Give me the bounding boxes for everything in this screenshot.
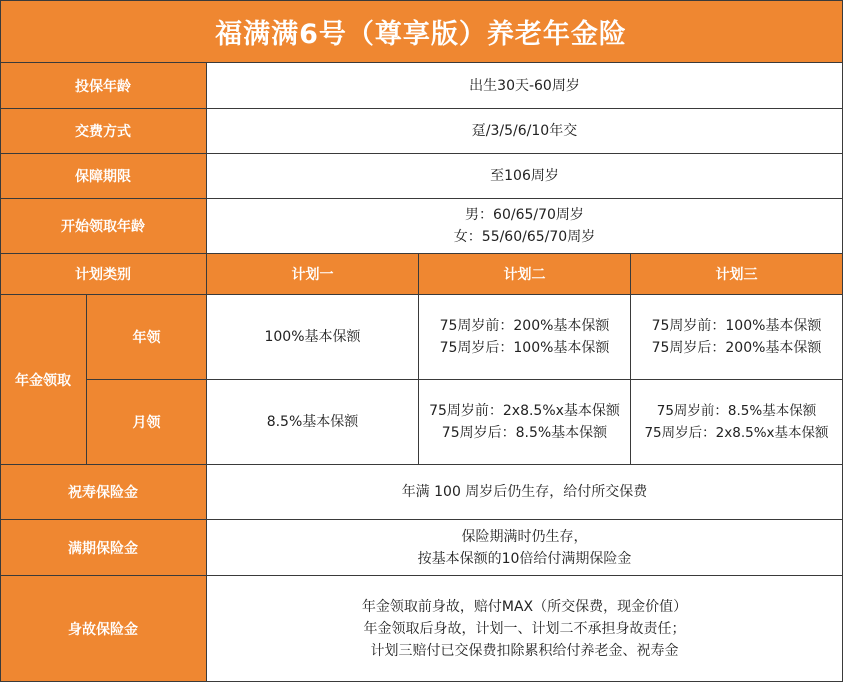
death-value-line3: 计划三赔付已交保费扣除累积给付养老金、祝寿金 [370, 642, 679, 659]
row-label-monthly [87, 380, 207, 465]
table-title-text: 福满满6号（尊享版）养老年金险 [215, 18, 627, 50]
monthly-plan-2-after75: 75周岁后：8.5%基本保额 [441, 425, 608, 441]
monthly-plan-1 [207, 380, 419, 465]
payment-label: 交费方式 [75, 124, 131, 140]
yearly-label: 年领 [132, 330, 161, 346]
yearly-plan-1-value: 100%基本保额 [264, 329, 361, 345]
start-age-female: 女：55/60/65/70周岁 [453, 229, 596, 245]
death-value-line2: 年金领取后身故，计划一、计划二不承担身故责任； [363, 620, 686, 637]
row-label-maturity [0, 520, 207, 576]
yearly-plan-3 [631, 295, 843, 380]
monthly-plan-3-after75: 75周岁后：2x8.5%x基本保额 [644, 425, 829, 441]
term-value: 至106周岁 [490, 168, 559, 184]
row-label-plan-type [0, 254, 207, 295]
death-value-line1: 年金领取前身故，赔付MAX（所交保费，现金价值） [361, 598, 688, 615]
row-label-age [0, 63, 207, 109]
maturity-value-line2: 按基本保额的10倍给付满期保险金 [417, 550, 632, 567]
row-label-start-age [0, 199, 207, 254]
maturity-value-line1: 保险期满时仍生存， [461, 528, 588, 545]
term-label: 保障期限 [75, 169, 131, 185]
plan-header-3 [631, 254, 843, 295]
yearly-plan-3-before75: 75周岁前：100%基本保额 [651, 318, 822, 334]
age-value: 出生30天-60周岁 [469, 77, 580, 94]
row-label-yearly [87, 295, 207, 380]
row-value-longevity [207, 465, 843, 520]
monthly-label: 月领 [132, 415, 161, 431]
row-value-term [207, 154, 843, 199]
start-age-male: 男：60/65/70周岁 [465, 207, 584, 223]
plan-header-2 [419, 254, 631, 295]
yearly-plan-2 [419, 295, 631, 380]
yearly-plan-1 [207, 295, 419, 380]
monthly-plan-2 [419, 380, 631, 465]
yearly-plan-3-after75: 75周岁后：200%基本保额 [651, 340, 822, 356]
yearly-plan-2-before75: 75周岁前：200%基本保额 [439, 318, 610, 334]
death-label: 身故保险金 [68, 621, 138, 638]
monthly-plan-3 [631, 380, 843, 465]
monthly-plan-1-value: 8.5%基本保额 [266, 414, 359, 430]
plan-2-label: 计划二 [503, 267, 546, 283]
plan-1-label: 计划一 [291, 267, 334, 283]
row-value-maturity [207, 520, 843, 576]
plan-header-1 [207, 254, 419, 295]
row-value-age [207, 63, 843, 109]
plan-3-label: 计划三 [715, 267, 758, 283]
row-label-longevity [0, 465, 207, 520]
plan-type-label: 计划类别 [75, 267, 131, 283]
annuity-label: 年金领取 [15, 372, 71, 389]
longevity-label: 祝寿保险金 [68, 485, 138, 501]
monthly-plan-3-before75: 75周岁前：8.5%基本保额 [656, 403, 817, 419]
row-label-annuity [0, 295, 87, 465]
row-value-payment [207, 109, 843, 154]
row-label-term [0, 154, 207, 199]
start-age-label: 开始领取年龄 [61, 219, 145, 235]
row-value-death [207, 576, 843, 682]
monthly-plan-2-before75: 75周岁前：2x8.5%x基本保额 [429, 403, 620, 419]
row-label-death [0, 576, 207, 682]
payment-value: 趸/3/5/6/10年交 [471, 123, 578, 139]
longevity-value: 年满 100 周岁后仍生存，给付所交保费 [401, 484, 648, 500]
row-value-start-age [207, 199, 843, 254]
yearly-plan-2-after75: 75周岁后：100%基本保额 [439, 340, 610, 356]
maturity-label: 满期保险金 [68, 540, 138, 557]
row-label-payment [0, 109, 207, 154]
age-label: 投保年龄 [75, 78, 131, 95]
table-title [0, 0, 843, 63]
